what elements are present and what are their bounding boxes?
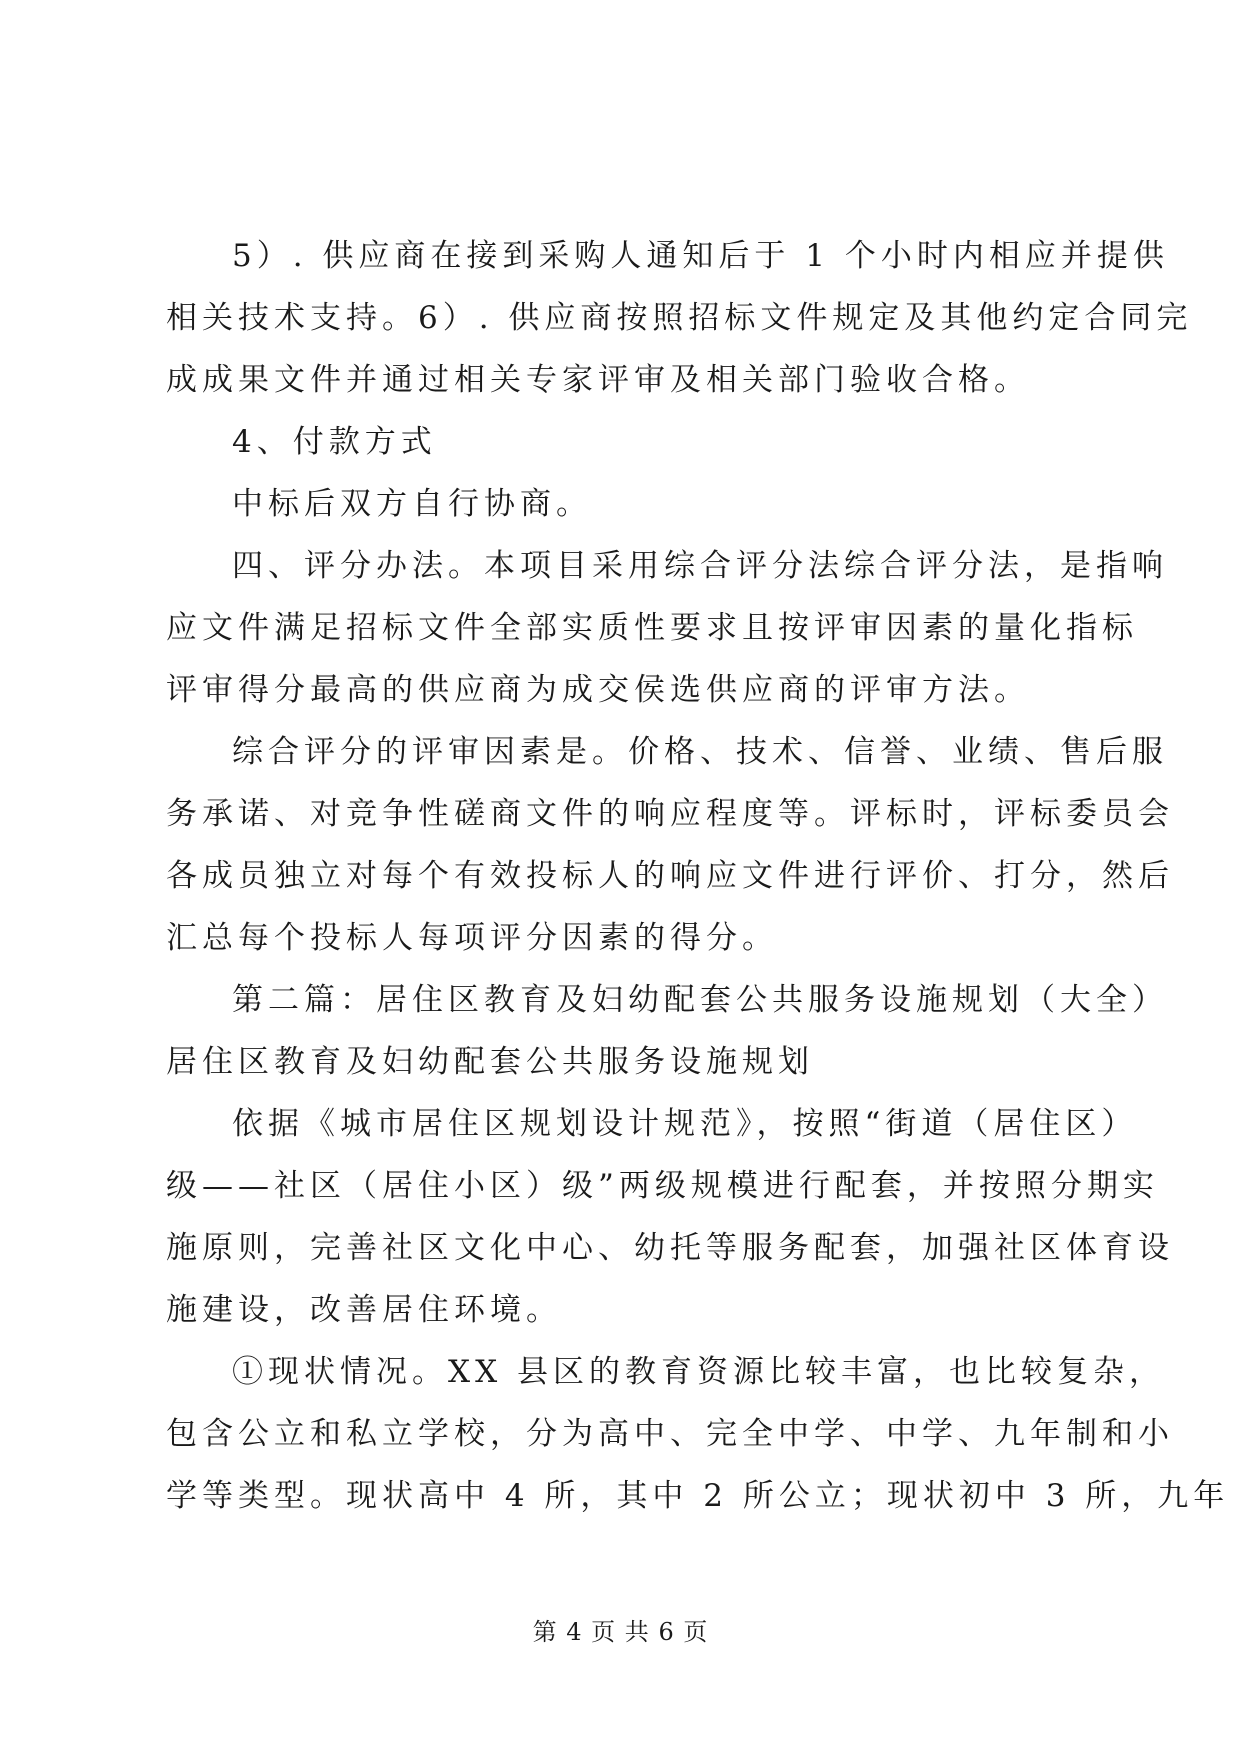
paragraph-line: 学等类型。现状高中 4 所，其中 2 所公立；现状初中 3 所，九年	[166, 1478, 1230, 1514]
paragraph-line: 包含公立和私立学校，分为高中、完全中学、中学、九年制和小	[166, 1416, 1174, 1452]
section-heading: 居住区教育及妇幼配套公共服务设施规划	[166, 1044, 814, 1080]
body-text	[166, 225, 1230, 1527]
paragraph-line: 依据《城市居住区规划设计规范》，按照“街道（居住区）	[232, 1106, 1138, 1142]
paragraph-line: 5）. 供应商在接到采购人通知后于 1 个小时内相应并提供	[232, 238, 1169, 274]
section-heading: 第二篇：居住区教育及妇幼配套公共服务设施规划（大全）	[232, 982, 1168, 1018]
paragraph-line: 评审得分最高的供应商为成交侯选供应商的评审方法。	[166, 672, 1030, 708]
paragraph-line: 施原则，完善社区文化中心、幼托等服务配套，加强社区体育设	[166, 1230, 1174, 1266]
page-footer: 第 4 页 共 6 页	[532, 1618, 709, 1646]
paragraph-line: 成成果文件并通过相关专家评审及相关部门验收合格。	[166, 362, 1030, 398]
paragraph-line: 四、评分办法。本项目采用综合评分法综合评分法，是指响	[232, 548, 1168, 584]
paragraph-line: 各成员独立对每个有效投标人的响应文件进行评价、打分，然后	[166, 858, 1174, 894]
paragraph-line: 综合评分的评审因素是。价格、技术、信誉、业绩、售后服	[232, 734, 1168, 770]
paragraph-line: 中标后双方自行协商。	[232, 486, 592, 522]
paragraph-line: 务承诺、对竞争性磋商文件的响应程度等。评标时，评标委员会	[166, 796, 1174, 832]
paragraph-line: ①现状情况。XX 县区的教育资源比较丰富，也比较复杂，	[232, 1354, 1165, 1390]
paragraph-line: 施建设，改善居住环境。	[166, 1292, 562, 1328]
paragraph-line: 级——社区（居住小区）级”两级规模进行配套，并按照分期实	[166, 1168, 1159, 1204]
paragraph-line: 汇总每个投标人每项评分因素的得分。	[166, 920, 778, 956]
paragraph-line: 相关技术支持。6）. 供应商按照招标文件规定及其他约定合同完	[166, 300, 1193, 336]
paragraph-line: 4、付款方式	[232, 424, 437, 460]
paragraph-line: 应文件满足招标文件全部实质性要求且按评审因素的量化指标	[166, 610, 1138, 646]
